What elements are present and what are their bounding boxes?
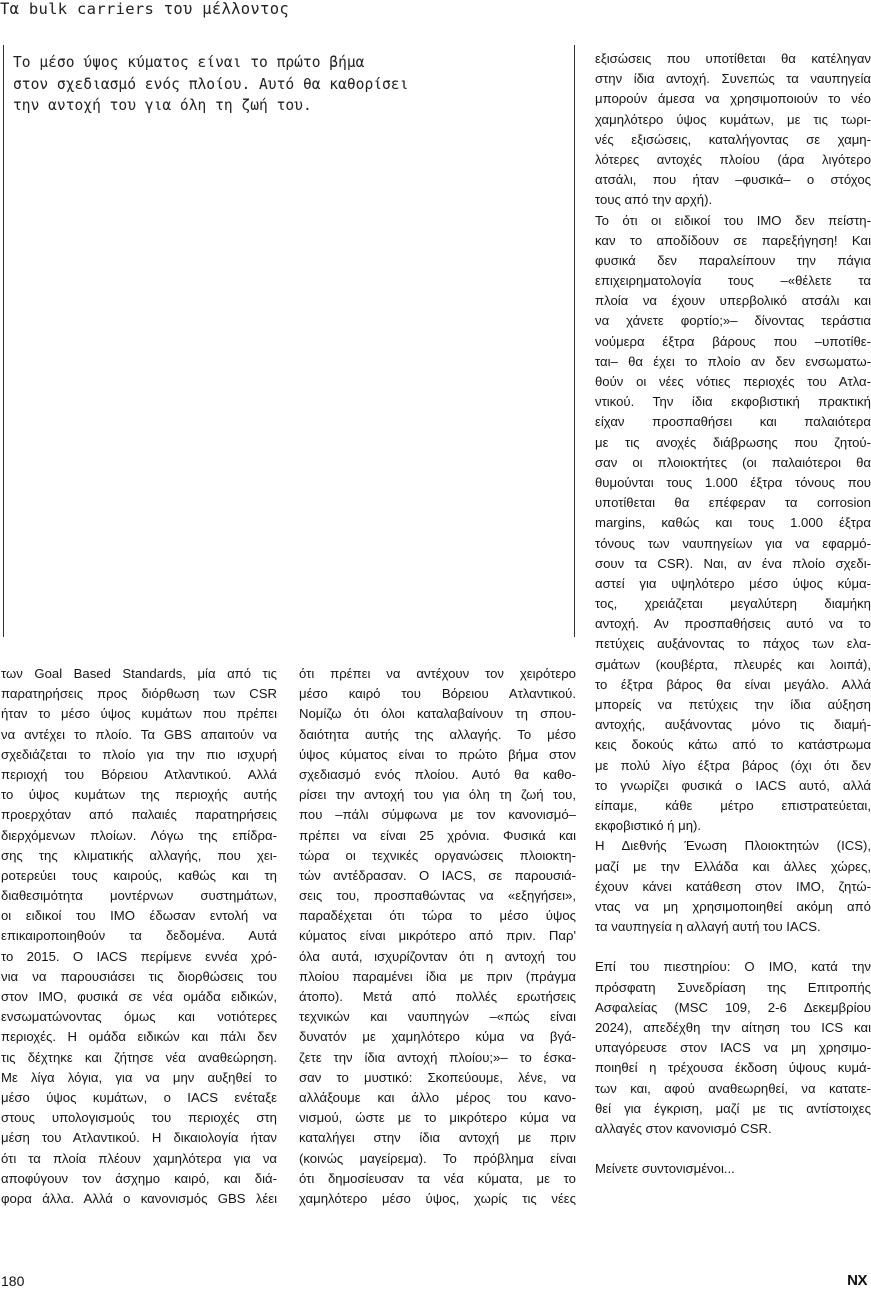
article-line: χαμηλότερο μέσο ύψος, χωρίς τις νέες — [299, 1190, 576, 1206]
article-line: καν το αποδίδουν σε παρεξήγηση! Και — [595, 232, 871, 248]
article-column-1 — [1, 664, 277, 1209]
article-line: σχεδιάζεται το πλοίο για την πιο ισχυρή — [1, 746, 277, 762]
article-line: παρατηρήσεις προς διόρθωση των CSR — [1, 686, 277, 702]
article-line: τόνους των ναυπηγείων για να εφαρμό- — [595, 535, 871, 551]
article-line: ρίσει την αντοχή του για όλη τη ζωή του, — [299, 787, 576, 803]
article-line: Με λίγα λόγια, για να μην αυξηθεί το — [1, 1069, 277, 1085]
closing-line: Μείνετε συντονισμένοι... — [595, 1161, 735, 1177]
article-line: επικαιροποιηθούν τα δεδομένα. Αυτά — [1, 928, 277, 944]
paragraph-gap — [595, 1139, 871, 1159]
article-line: τις δέχτηκε και ζήτησε νέα αναθεώρηση. — [1, 1049, 277, 1065]
article-line: υποτίθεται θα επέφεραν τα corrosion — [595, 495, 871, 511]
article-line: (κοινώς μαγείρεμα). Το πρόβλημα είναι — [299, 1150, 576, 1166]
article-line: περιοχές. Η ομάδα ειδικών και πάλι δεν — [1, 1029, 277, 1045]
article-line: μπορούν άμεσα να χρησιμοποιούν το νέο — [595, 91, 871, 107]
article-line: margins, καθώς και τους 1.000 έξτρα — [595, 515, 871, 531]
article-line: σαν το μυστικό: Σκοπεύουμε, λένε, να — [299, 1069, 576, 1085]
article-line: σης της κλιματικής αλλαγής, που χει- — [1, 847, 277, 863]
article-line: περιοχή του Βόρειου Ατλαντικού. Αλλά — [1, 766, 277, 782]
article-line: μέσο ύψος κυμάτων, ο IACS ενέταξε — [1, 1089, 277, 1105]
article-line: εξισώσεις που υποτίθεται θα κατέληγαν — [595, 51, 871, 66]
article-line: των και, αφού αναθεωρηθεί, να κατατε- — [595, 1080, 871, 1096]
article-line: δαιότητα αυτής της αλλαγής. Το μέσο — [299, 726, 576, 742]
article-line: να αντέχει το πλοίο. Τα GBS απαιτούν να — [1, 726, 277, 742]
article-column-2 — [299, 664, 576, 1209]
article-line: το ύψος κυμάτων της περιοχής αυτής — [1, 787, 277, 803]
article-line: νια να παρουσιάσει τις διορθώσεις του — [1, 968, 277, 984]
article-line: στην ίδια αντοχή. Συνεπώς τα ναυπηγεία — [595, 71, 871, 87]
article-line: το 2015. Ο IACS περίμενε εννέα χρό- — [1, 948, 277, 964]
article-line: πρέπει να είναι 25 χρόνια. Φυσικά και — [299, 827, 576, 843]
article-line: σμάτων (κουβέρτα, πλευρές και λοιπά), — [595, 656, 871, 672]
article-line: μέση του Ατλαντικού. Η δικαιολογία ήταν — [1, 1130, 277, 1146]
running-title: Τα bulk carriers του μέλλοντος — [0, 0, 289, 18]
article-line: σχεδιασμό ενός πλοίου. Αυτό θα καθο- — [299, 766, 576, 782]
article-line: επιχειρηματολογία τους –«θέλετε τα — [595, 273, 871, 289]
article-line: να χάνετε φορτίο;»– δίνοντας τεράστια — [595, 313, 871, 329]
article-line: ότι πρέπει να αντέχουν τον χειρότερο — [299, 666, 576, 681]
article-line: ενσωματώνοντας όμως και νοτιότερες — [1, 1009, 277, 1025]
article-line: ζετε την ίδια αντοχή πλοίου;»– το έσκα- — [299, 1049, 576, 1065]
article-line: τώρα οι τεχνικές οργανώσεις πλοιοκτη- — [299, 847, 576, 863]
article-line: πετύχεις αυξάνοντας το πάχος των ελα- — [595, 636, 871, 652]
article-line: αστεί για υψηλότερο μέσο ύψος κύμα- — [595, 575, 871, 591]
article-line: τος, χρειάζεται μεγαλύτερη διαμήκη — [595, 596, 871, 612]
article-line: το γνωρίζει φυσικά ο IACS αυτό, αλλά — [595, 777, 871, 793]
article-line: θυμούνται τους 1.000 έξτρα τόνους που — [595, 474, 871, 490]
article-line: 2024), απεδέχθη την αίτηση του ICS και — [595, 1020, 871, 1035]
article-line: Η Διεθνής Ένωση Πλοιοκτητών (ICS), — [595, 838, 871, 854]
article-line: ότι δημοσίευσαν τα νέα κύματα, με το — [299, 1170, 576, 1186]
article-line: πλοίου παραμένει ίδια με πριν (πράγμα — [299, 968, 576, 984]
article-line: λότερες αντοχές πλοίου (άρα λιγότερο — [595, 151, 871, 167]
article-line: διερχόμενων πλοίων. Λόγω της επίδρα- — [1, 827, 277, 843]
article-line: διαθεσιμότητα μοντέρνων συστημάτων, — [1, 888, 277, 904]
article-line: θεί για έγκριση, μαζί με τις αντίστοιχες — [595, 1100, 871, 1116]
pull-quote-rule-left — [3, 45, 4, 637]
pull-quote-line: Το μέσο ύψος κύματος είναι το πρώτο βήμα — [13, 54, 365, 71]
article-line: δυνατόν με χαμηλότερο κύμα να βγά- — [299, 1029, 576, 1045]
article-line: εκφοβιστικό ή μη). — [595, 818, 702, 834]
article-line: αλλαγές στον κανονισμό CSR. — [595, 1120, 772, 1136]
pull-quote-line: στον σχεδιασμό ενός πλοίου. Αυτό θα καθορίσει — [13, 75, 409, 93]
article-line: παραδέχεται ότι τώρα το μέσο ύψος — [299, 908, 576, 924]
article-line: υπαγόρευσε στον IACS να μη χρησιμο- — [595, 1040, 871, 1056]
article-line: των Goal Based Standards, μία από τις — [1, 666, 277, 681]
article-line: μέσο καιρό του Βόρειου Ατλαντικού. — [299, 686, 576, 702]
magazine-logo: NX — [847, 1272, 867, 1289]
article-line: Επί του πιεστηρίου: Ο IMO, κατά την — [595, 959, 871, 975]
article-line: ήταν το μέσο ύψος κυμάτων που πρέπει — [1, 706, 277, 722]
article-line: αποφύγουν τον άσχημο καιρό, και διά- — [1, 1170, 277, 1186]
article-line: αντοχή. Αν προσπαθήσεις αυτό να το — [595, 616, 871, 632]
article-line: τα ναυπηγεία η αλλαγή αυτή του IACS. — [595, 919, 821, 935]
article-line: με τις ανοχές διάβρωσης που ζητού- — [595, 434, 871, 450]
article-line: κεις δοκούς κάτω από το κατάστρωμα — [595, 737, 871, 753]
article-line: τεχνικών και ναυπηγών –«πώς είναι — [299, 1009, 576, 1025]
article-line: νές εξισώσεις, καταλήγοντας σε χαμη- — [595, 131, 871, 147]
article-line: φορα άλλα. Αλλά ο κανονισμός GBS λέει — [1, 1190, 277, 1206]
article-line: όλα αυτά, ισχυρίζονταν ότι η αντοχή του — [299, 948, 576, 964]
article-line: ατσάλι, που ήταν –φυσικά– ο στόχος — [595, 172, 871, 188]
article-line: μαζί με την Ελλάδα και άλλες χώρες, — [595, 858, 871, 874]
article-line: σουν τα CSR). Ναι, αν ένα πλοίο σχεδι- — [595, 555, 871, 571]
article-line: νούμερα έξτρα βάρους που –υποτίθε- — [595, 333, 871, 349]
article-column-3 — [595, 49, 871, 1180]
article-line: προερχόταν από παλαιές παρατηρήσεις — [1, 807, 277, 823]
page-number: 180 — [1, 1273, 25, 1289]
column-rule-right — [574, 45, 575, 637]
article-line: σεις του, προσπαθώντας να «εξηγήσει», — [299, 888, 576, 904]
article-line: μπορείς να πετύχεις την ίδια αύξηση — [595, 697, 871, 712]
article-line: που –πάλι σύμφωνα με τον κανονισμό– — [299, 807, 576, 823]
article-line: νισμού, ώστε με το μικρότερο κύμα να — [299, 1110, 576, 1126]
article-line: ντικού. Την ίδια εκφοβιστική πρακτική — [595, 394, 871, 410]
article-line: άτοπο). Μετά από πολλές ερωτήσεις — [299, 989, 576, 1004]
pull-quote — [13, 52, 483, 117]
article-line: ντας να μη χρησιμοποιηθεί ακόμη από — [595, 898, 871, 914]
article-line: καταλήγει στην ίδια αντοχή με πριν — [299, 1130, 576, 1146]
article-line: τους από την αρχή). — [595, 192, 713, 208]
article-line: αντοχής, αυξάνοντας μόνο τις διαμή- — [595, 717, 871, 733]
article-line: φυσικά δεν παραλείπουν την πάγια — [595, 252, 871, 268]
article-line: κύματος είναι μικρότερο από πριν. Παρ' — [299, 928, 576, 944]
article-line: ότι τα πλοία πλέουν χαμηλότερα για να — [1, 1150, 277, 1166]
article-line: ροτερεύει τους καιρούς, καθώς και τη — [1, 867, 277, 883]
paragraph-gap — [595, 937, 871, 957]
article-line: χαμηλότερο ύψος κυμάτων, με τις τωρι- — [595, 111, 871, 127]
article-line: ύψος κύματος είναι το πρώτο βήμα στον — [299, 746, 576, 762]
article-line: Ασφαλείας (MSC 109, 2-6 Δεκεμβρίου — [595, 999, 871, 1015]
article-line: Νομίζω ότι όλοι καταλαβαίνουν τη σπου- — [299, 706, 576, 722]
article-line: ται– θα έχει το πλοίο αν δεν ενσωματω- — [595, 353, 871, 369]
article-line: έχουν κάνει κατάθεση στον IMO, ζητώ- — [595, 878, 871, 894]
article-line: ποιηθεί η τρέχουσα έκδοση ύψους κυμά- — [595, 1060, 871, 1076]
article-line: τών αντέδρασαν. Ο IACS, σε παρουσιά- — [299, 867, 576, 883]
article-line: είπαμε, κάθε μέτρο επιστρατεύεται, — [595, 797, 871, 813]
article-line: με πολύ λίγο έξτρα βάρος (όχι ότι δεν — [595, 757, 871, 773]
article-line: αλλάξουμε και άλλο μέρος του κανο- — [299, 1089, 576, 1105]
article-line: στους υπολογισμούς του περιοχές στη — [1, 1110, 277, 1126]
article-line: πρόσφατη Συνεδρίαση της Επιτροπής — [595, 979, 871, 995]
article-line: Το ότι οι ειδικοί του IMO δεν πείστη- — [595, 212, 871, 228]
pull-quote-line: την αντοχή του για όλη τη ζωή του. — [13, 97, 312, 114]
article-line: το έξτρα βάρος θα είναι μεγάλο. Αλλά — [595, 676, 871, 692]
article-line: θούν οι νέες νότιες περιοχές του Ατλα- — [595, 374, 871, 389]
article-line: σαν οι πλοιοκτήτες (οι παλαιότεροι θα — [595, 454, 871, 470]
article-line: οι ειδικοί του IMO έδωσαν εντολή να — [1, 908, 277, 924]
article-line: στον IMO, φυσικά σε νέα ομάδα ειδικών, — [1, 989, 277, 1004]
article-line: είχαν προσπαθήσει και παλαιότερα — [595, 414, 871, 430]
article-line: πλοία να έχουν υπερβολικό ατσάλι και — [595, 293, 871, 309]
